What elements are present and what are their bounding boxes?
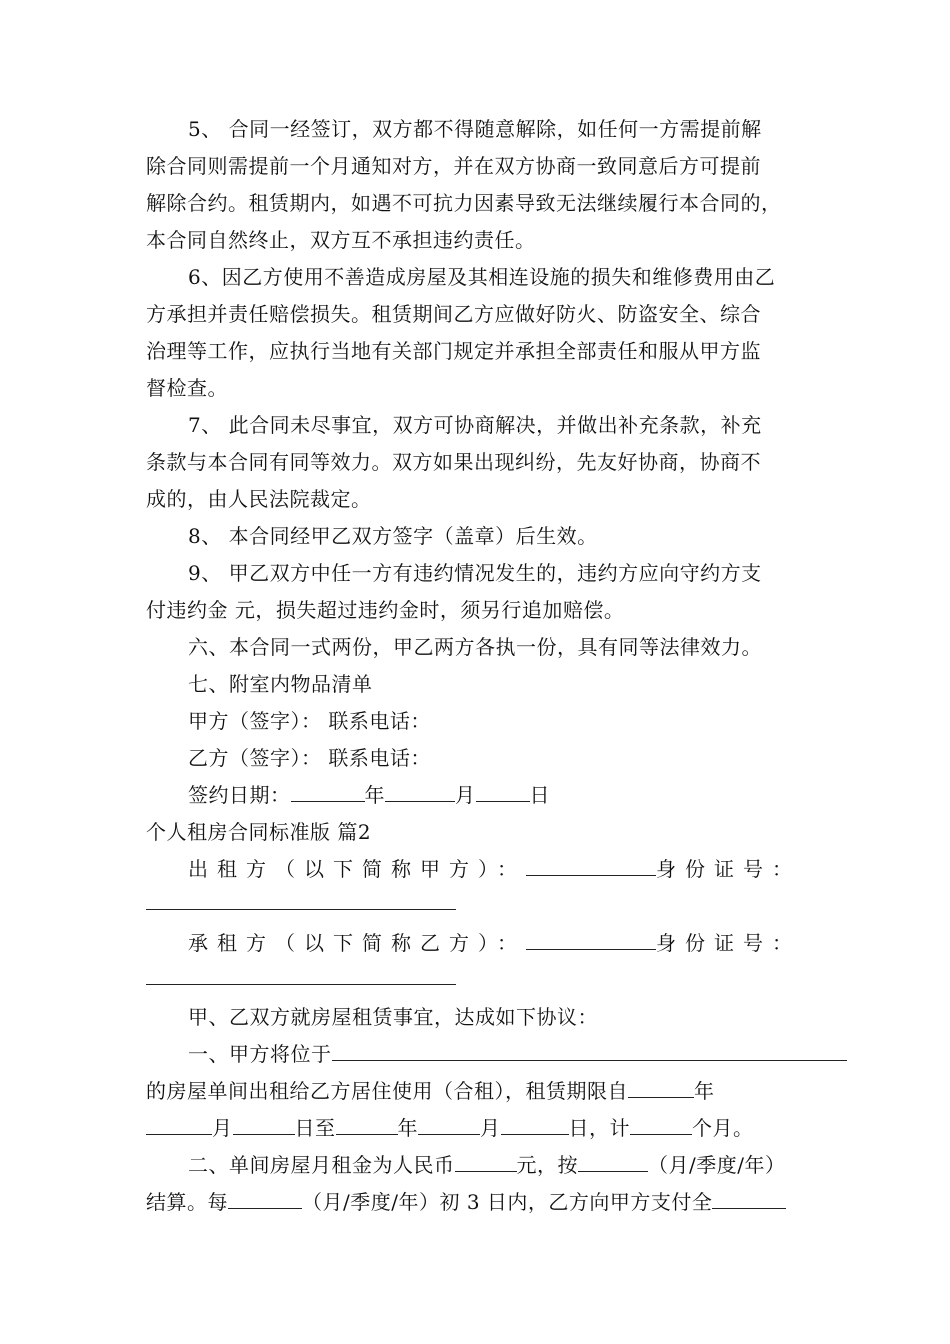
lessor-name-blank: [526, 855, 656, 876]
year-blank: [291, 781, 365, 802]
start-year-label: 年: [694, 1079, 715, 1103]
lessee-id-blank: [146, 984, 456, 985]
clause-1-line-2: [146, 1077, 715, 1105]
clause-7-line-1: 7、 此合同未尽事宜，双方可协商解决，并做出补充条款，补充: [188, 413, 762, 437]
agreement-intro: 甲、乙双方就房屋租赁事宜，达成如下协议：: [188, 1005, 598, 1029]
end-day-label: 日，计: [568, 1116, 630, 1140]
clause-6-line-3: 治理等工作，应执行当地有关部门规定并承担全部责任和服从甲方监: [146, 339, 761, 363]
months-count-blank: [630, 1114, 692, 1135]
section-2-title: 个人租房合同标准版 篇2: [146, 820, 372, 844]
sign-date-label: 签约日期：: [188, 783, 291, 807]
clause-6-line-2: 方承担并责任赔偿损失。租赁期间乙方应做好防火、防盗安全、综合: [146, 302, 761, 326]
clause-5-line-1: 5、 合同一经签订，双方都不得随意解除，如任何一方需提前解: [188, 117, 762, 141]
lessor-id-label: 身份证号：: [656, 857, 801, 881]
sign-date-line: [188, 781, 550, 809]
clause-1-text: 的房屋单间出租给乙方居住使用（合租），租赁期限自: [146, 1079, 628, 1103]
end-month-blank: [418, 1114, 480, 1135]
lessor-id-blank: [146, 909, 456, 910]
lessor-label: 出租方（以下简称甲方）：: [188, 857, 526, 881]
day-blank: [476, 781, 530, 802]
lessor-line: [188, 855, 801, 883]
clause-6-line-4: 督检查。: [146, 376, 228, 400]
lessee-id-label: 身份证号：: [656, 931, 801, 955]
payment-amount-blank: [712, 1188, 786, 1209]
clause-1-line-1: [188, 1040, 847, 1068]
rent-unit-label: 元，按: [516, 1153, 578, 1177]
day-label: 日: [529, 783, 550, 807]
clause-seven: 七、附室内物品清单: [188, 672, 373, 696]
location-blank: [332, 1040, 847, 1061]
year-label: 年: [364, 783, 385, 807]
clause-1-line-3: [146, 1114, 754, 1142]
rent-label: 二、单间房屋月租金为人民币: [188, 1153, 455, 1177]
months-label: 个月。: [692, 1116, 754, 1140]
end-year-blank: [336, 1114, 398, 1135]
payment-period-options: （月/季度/年）: [648, 1153, 786, 1177]
lessee-line: [188, 929, 801, 957]
rent-amount-blank: [455, 1151, 517, 1172]
clause-7-line-3: 成的，由人民法院裁定。: [146, 487, 372, 511]
month-label: 月: [455, 783, 476, 807]
start-month-label: 月: [212, 1116, 233, 1140]
clause-5-line-4: 本合同自然终止，双方互不承担违约责任。: [146, 228, 536, 252]
lessee-label: 承租方（以下简称乙方）：: [188, 931, 526, 955]
clause-9-line-1: 9、 甲乙双方中任一方有违约情况发生的，违约方应向守约方支: [188, 561, 762, 585]
end-month-label: 月: [480, 1116, 501, 1140]
start-year-blank: [628, 1077, 694, 1098]
clause-9-line-2: 付违约金 元，损失超过违约金时，须另行追加赔偿。: [146, 598, 625, 622]
month-blank: [385, 781, 455, 802]
party-a-signature: 甲方（签字）： 联系电话：: [188, 709, 431, 733]
clause-5-line-3: 解除合约。租赁期内，如遇不可抗力因素导致无法继续履行本合同的，: [146, 191, 782, 215]
payment-terms: （月/季度/年）初 3 日内，乙方向甲方支付全: [302, 1190, 713, 1214]
start-month-blank: [146, 1114, 212, 1135]
clause-5-line-2: 除合同则需提前一个月通知对方，并在双方协商一致同意后方可提前: [146, 154, 761, 178]
lessee-name-blank: [526, 929, 656, 950]
payment-period-blank: [578, 1151, 648, 1172]
end-year-label: 年: [397, 1116, 418, 1140]
clause-six: 六、本合同一式两份，甲乙两方各执一份，具有同等法律效力。: [188, 635, 762, 659]
clause-6-line-1: 6、因乙方使用不善造成房屋及其相连设施的损失和维修费用由乙: [188, 265, 776, 289]
clause-7-line-2: 条款与本合同有同等效力。双方如果出现纠纷，先友好协商，协商不: [146, 450, 761, 474]
end-day-blank: [501, 1114, 569, 1135]
start-day-blank: [233, 1114, 295, 1135]
clause-8: 8、 本合同经甲乙双方签字（盖章）后生效。: [188, 524, 598, 548]
start-day-label: 日至: [294, 1116, 336, 1140]
each-period-blank: [228, 1188, 302, 1209]
clause-2-line-2: [146, 1188, 786, 1216]
party-b-signature: 乙方（签字）： 联系电话：: [188, 746, 431, 770]
clause-2-line-1: [188, 1151, 785, 1179]
settlement-label: 结算。每: [146, 1190, 228, 1214]
clause-1-location-label: 一、甲方将位于: [188, 1042, 332, 1066]
